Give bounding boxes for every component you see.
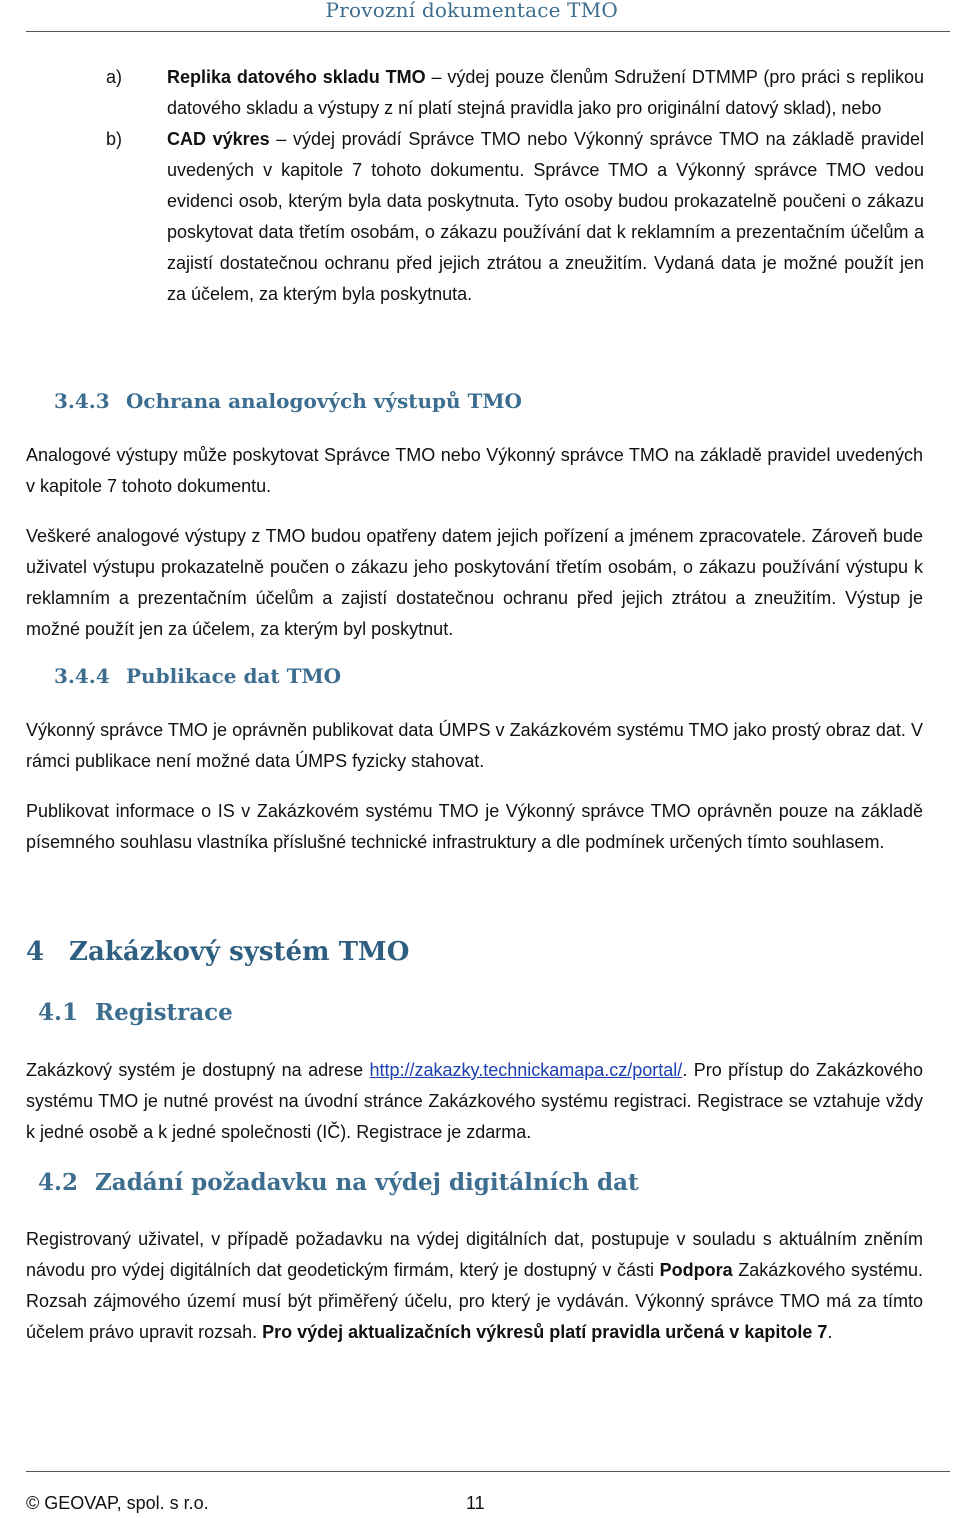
heading-number: 4.1: [38, 999, 79, 1026]
heading-4-1: [26, 999, 233, 1026]
list-item-a: [106, 62, 924, 124]
text-fragment: .: [827, 1322, 833, 1342]
bold-fragment: Podpora: [659, 1260, 733, 1280]
heading-number: 4.2: [38, 1169, 79, 1196]
list-marker-a: a): [106, 67, 123, 87]
heading-number: 4: [26, 937, 45, 967]
text-fragment: . Pro přístup do Zakázkového systému TMO je nutné provést na úvodní stránce Zakázkového systému registraci. Registrace se vztahuje vždy k jedné osobě a k jedné společnosti (IČ). Registrace je zdarma.: [26, 1060, 923, 1142]
release-list: [106, 62, 924, 310]
heading-4-2: [26, 1169, 639, 1196]
text-fragment: Registrovaný uživatel, v případě požadavku na výdej digitálních dat, postupuje v souladu s aktuálním zněním návodu pro výdej digitálních dat geodetickým firmám, který je dostupný v části: [26, 1229, 923, 1280]
heading-title: Zakázkový systém TMO: [69, 937, 410, 967]
list-item-a-text: – výdej pouze členům Sdružení DTMMP (pro práci s replikou datového skladu a výstupy z ní platí stejná pravidla jako pro originální datový sklad), nebo: [167, 67, 924, 118]
heading-title: Zadání požadavku na výdej digitálních dat: [95, 1169, 639, 1196]
paragraph-41-1: [26, 1055, 923, 1148]
list-marker-b: b): [106, 129, 123, 149]
list-item-b: [106, 124, 924, 310]
paragraph-343-1: Analogové výstupy může poskytovat Správce TMO nebo Výkonný správce TMO na základě pravidel uvedených v kapitole 7 tohoto dokumentu.: [26, 445, 923, 496]
list-item-b-text-3: Tyto osoby budou prokazatelně poučeni o zákazu poskytovat data třetím osobám, o zákazu používání dat k reklamním a prezentačním účelům a zajistí dostatečnou ochranu před jejich ztrátou a zneužitím. Vydaná data je možné použít jen za účelem, za kterým byla poskytnuta.: [167, 191, 924, 304]
list-item-b-text-2: Správce TMO a Výkonný správce TMO vedou evidenci osob, kterým byla data poskytnuta.: [167, 160, 924, 211]
page-header: [0, 0, 960, 34]
heading-chapter-4: [26, 937, 409, 967]
heading-title: Publikace dat TMO: [126, 664, 342, 688]
heading-3-4-4: [26, 664, 341, 688]
paragraph-42-1: [26, 1224, 923, 1348]
header-title: Provozní dokumentace TMO: [325, 0, 618, 22]
text-fragment: Zakázkový systém je dostupný na adrese: [26, 1060, 370, 1080]
text-fragment: Zakázkového systému. Rozsah zájmového území musí být přiměřený účelu, pro který je vydáván. Výkonný správce TMO má za tímto účelem právo upravit rozsah.: [26, 1260, 923, 1342]
footer-copyright: © GEOVAP, spol. s r.o.: [26, 1493, 209, 1513]
bold-fragment: Pro výdej aktualizačních výkresů platí pravidla určená v kapitole 7: [262, 1322, 828, 1342]
paragraph-344-1: Výkonný správce TMO je oprávněn publikovat data ÚMPS v Zakázkovém systému TMO jako prostý obraz dat. V rámci publikace není možné data ÚMPS fyzicky stahovat.: [26, 720, 923, 771]
heading-title: Ochrana analogových výstupů TMO: [126, 389, 522, 413]
footer-page-number: 11: [466, 1493, 485, 1513]
footer-rule: [26, 1471, 950, 1472]
list-item-b-bold: CAD výkres: [167, 129, 270, 149]
portal-link[interactable]: http://zakazky.technickamapa.cz/portal/: [369, 1060, 683, 1080]
heading-3-4-3: [26, 389, 522, 413]
heading-title: Registrace: [95, 999, 233, 1026]
paragraph-344-2: Publikovat informace o IS v Zakázkovém systému TMO je Výkonný správce TMO oprávněn pouze na základě písemného souhlasu vlastníka příslušné technické infrastruktury a dle podmínek určených tímto souhlasem.: [26, 801, 923, 852]
list-item-a-bold: Replika datového skladu TMO: [167, 67, 426, 87]
heading-number: 3.4.3: [54, 389, 110, 413]
heading-number: 3.4.4: [54, 664, 110, 688]
list-item-b-text-1: – výdej provádí Správce TMO nebo Výkonný správce TMO na základě pravidel uvedených v kapitole 7 tohoto dokumentu.: [167, 129, 924, 180]
paragraph-343-2: Veškeré analogové výstupy z TMO budou opatřeny datem jejich pořízení a jménem zpracovatele. Zároveň bude uživatel výstupu prokazatelně poučen o zákazu jeho poskytování třetím osobám, o zákazu používání výstupu k reklamním a prezentačním účelům a zajistí dostatečnou ochranu před jejich ztrátou a zneužitím. Výstup je možné použít jen za účelem, za kterým byl poskytnut.: [26, 526, 923, 639]
header-rule: [26, 31, 950, 32]
